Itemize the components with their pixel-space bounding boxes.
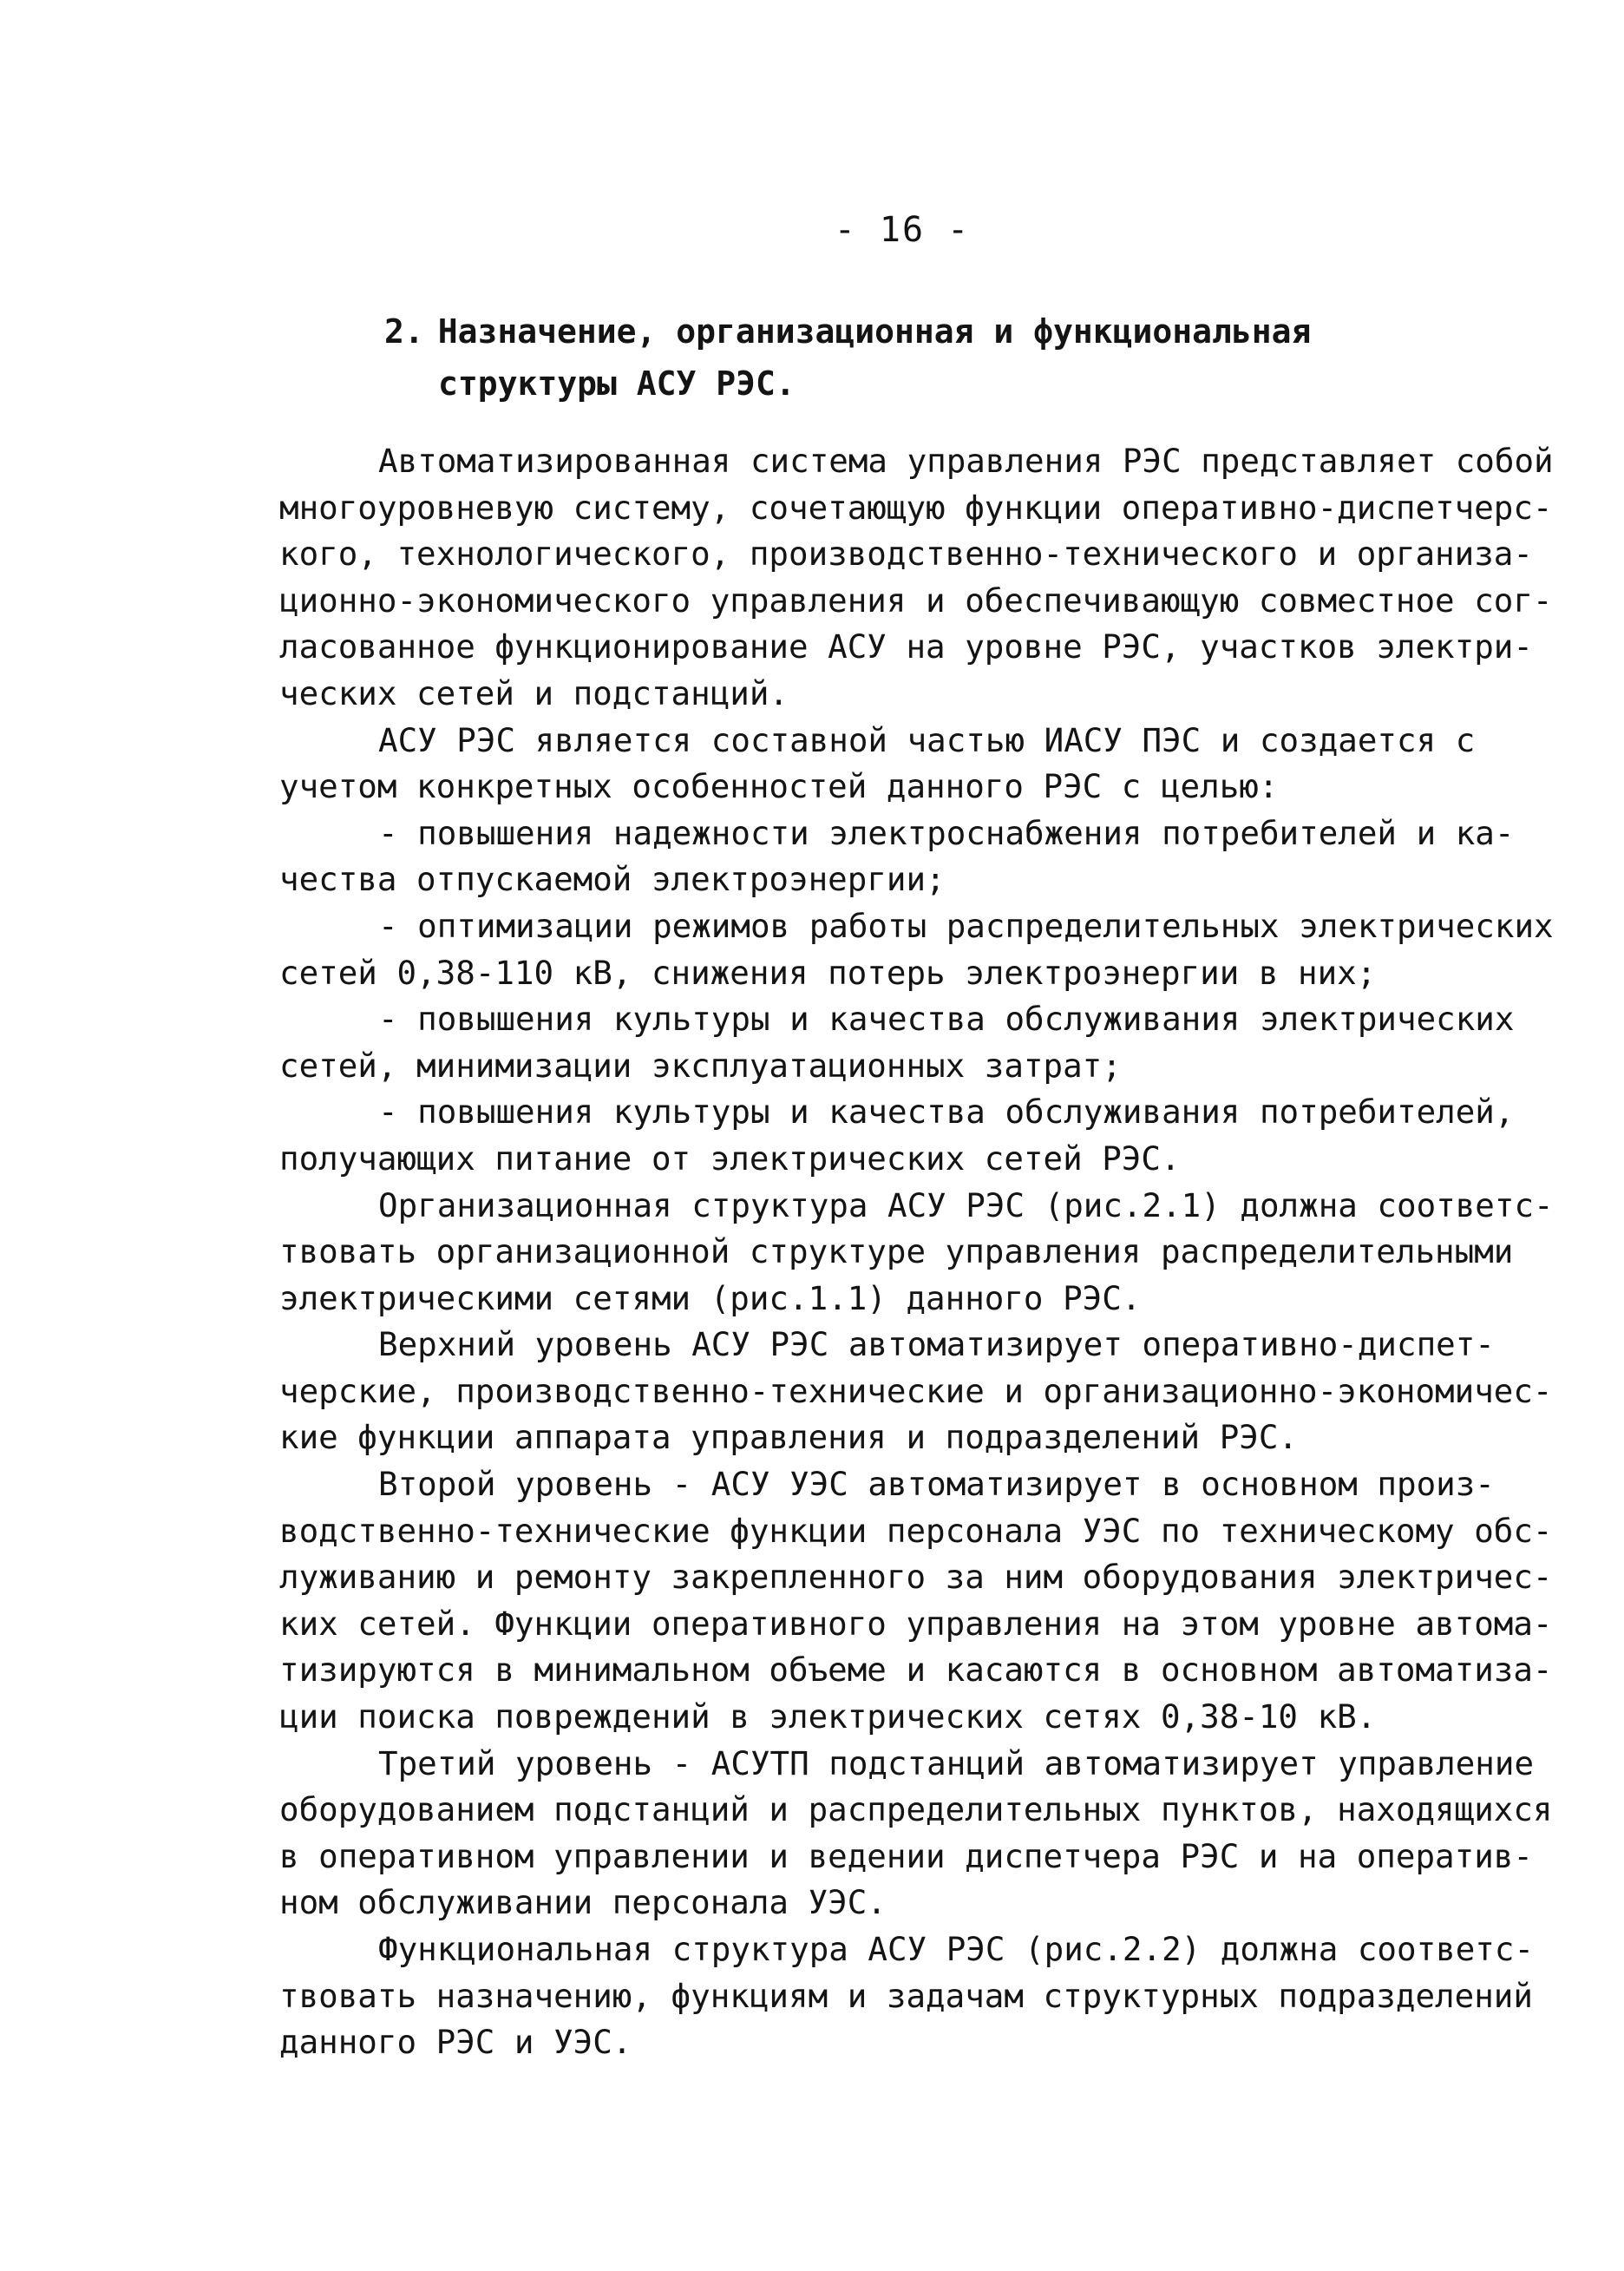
text-line: ческих сетей и подстанций.	[279, 673, 789, 712]
paragraph	[279, 718, 1476, 811]
text-line: многоуровневую систему, сочетающую функции оперативно-диспетчерс-	[279, 488, 1553, 527]
text-line: электрическими сетями (рис.1.1) данного РЭС.	[279, 1278, 1142, 1317]
text-line: кого, технологического, производственно-технического и организа-	[279, 535, 1533, 574]
section-heading	[384, 305, 1477, 410]
body-text	[279, 438, 1554, 2066]
paragraph	[279, 996, 1515, 1089]
text-line: Третий уровень - АСУТП подстанций автоматизирует управление	[378, 1743, 1535, 1782]
text-line: в оперативном управлении и ведении диспетчера РЭС и на оператив-	[279, 1836, 1533, 1875]
text-line: ласованное функционирование АСУ на уровне РЭС, участков электри-	[279, 627, 1533, 666]
heading-line-2: структуры АСУ РЭС.	[438, 364, 796, 403]
text-line: получающих питание от электрических сетей РЭС.	[279, 1139, 1181, 1178]
text-line: луживанию и ремонту закрепленного за ним оборудования электричес-	[279, 1558, 1553, 1597]
text-line: - повышения культуры и качества обслуживания электрических	[378, 1000, 1515, 1039]
text-line: Функциональная структура АСУ РЭС (рис.2.2) должна соответс-	[378, 1930, 1535, 1968]
text-line: чества отпускаемой электроэнергии;	[279, 860, 946, 899]
text-line: Автоматизированная система управления РЭС представляет собой	[378, 442, 1554, 480]
heading-number: 2.	[384, 312, 424, 351]
text-line: тизируются в минимальном объеме и касаются в основном автоматиза-	[279, 1651, 1553, 1690]
paragraph	[279, 438, 1554, 718]
paragraph	[279, 1183, 1554, 1323]
text-line: ции поиска повреждений в электрических сетях 0,38-10 кВ.	[279, 1697, 1377, 1736]
paragraph	[279, 903, 1554, 996]
paragraph	[279, 1322, 1553, 1461]
text-line: АСУ РЭС является составной частью ИАСУ ПЭС и создается с	[378, 720, 1476, 759]
text-line: - повышения надежности электроснабжения потребителей и ка-	[378, 813, 1515, 852]
text-line: данного РЭС и УЭС.	[279, 2023, 632, 2062]
text-line: ционно-экономического управления и обеспечивающую совместное сог-	[279, 581, 1553, 620]
text-line: твовать назначению, функциям и задачам структурных подразделений	[279, 1976, 1533, 2015]
paragraph	[279, 1741, 1553, 1926]
text-line: черские, производственно-технические и организационно-экономичес-	[279, 1371, 1553, 1410]
text-line: Организационная структура АСУ РЭС (рис.2.1) должна соответс-	[378, 1185, 1554, 1224]
text-line: - оптимизации режимов работы распределительных электрических	[378, 906, 1554, 945]
text-line: учетом конкретных особенностей данного РЭС с целью:	[279, 767, 1279, 806]
text-line: водственно-технические функции персонала УЭС по техническому обс-	[279, 1511, 1553, 1550]
text-line: Верхний уровень АСУ РЭС автоматизирует оперативно-диспет-	[378, 1325, 1495, 1364]
text-line: ном обслуживании персонала УЭС.	[279, 1883, 887, 1922]
heading-line-1: Назначение, организационная и функциональная	[437, 312, 1312, 351]
text-line: кие функции аппарата управления и подразделений РЭС.	[279, 1418, 1298, 1457]
text-line: твовать организационной структуре управления распределительными	[279, 1232, 1514, 1271]
paragraph	[279, 1461, 1553, 1741]
text-line: сетей, минимизации эксплуатационных затрат;	[279, 1046, 1122, 1085]
paragraph	[279, 811, 1515, 903]
paragraph	[279, 1926, 1535, 2066]
page-number: - 16 -	[834, 210, 971, 250]
paragraph	[279, 1089, 1515, 1182]
text-line: Второй уровень - АСУ УЭС автоматизирует в основном произ-	[378, 1465, 1495, 1504]
text-line: оборудованием подстанций и распределительных пунктов, находящихся	[279, 1790, 1553, 1829]
text-line: сетей 0,38-110 кВ, снижения потерь электроэнергии в них;	[279, 953, 1377, 992]
text-line: - повышения культуры и качества обслуживания потребителей,	[378, 1093, 1515, 1132]
text-line: ких сетей. Функции оперативного управления на этом уровне автома-	[279, 1604, 1553, 1643]
